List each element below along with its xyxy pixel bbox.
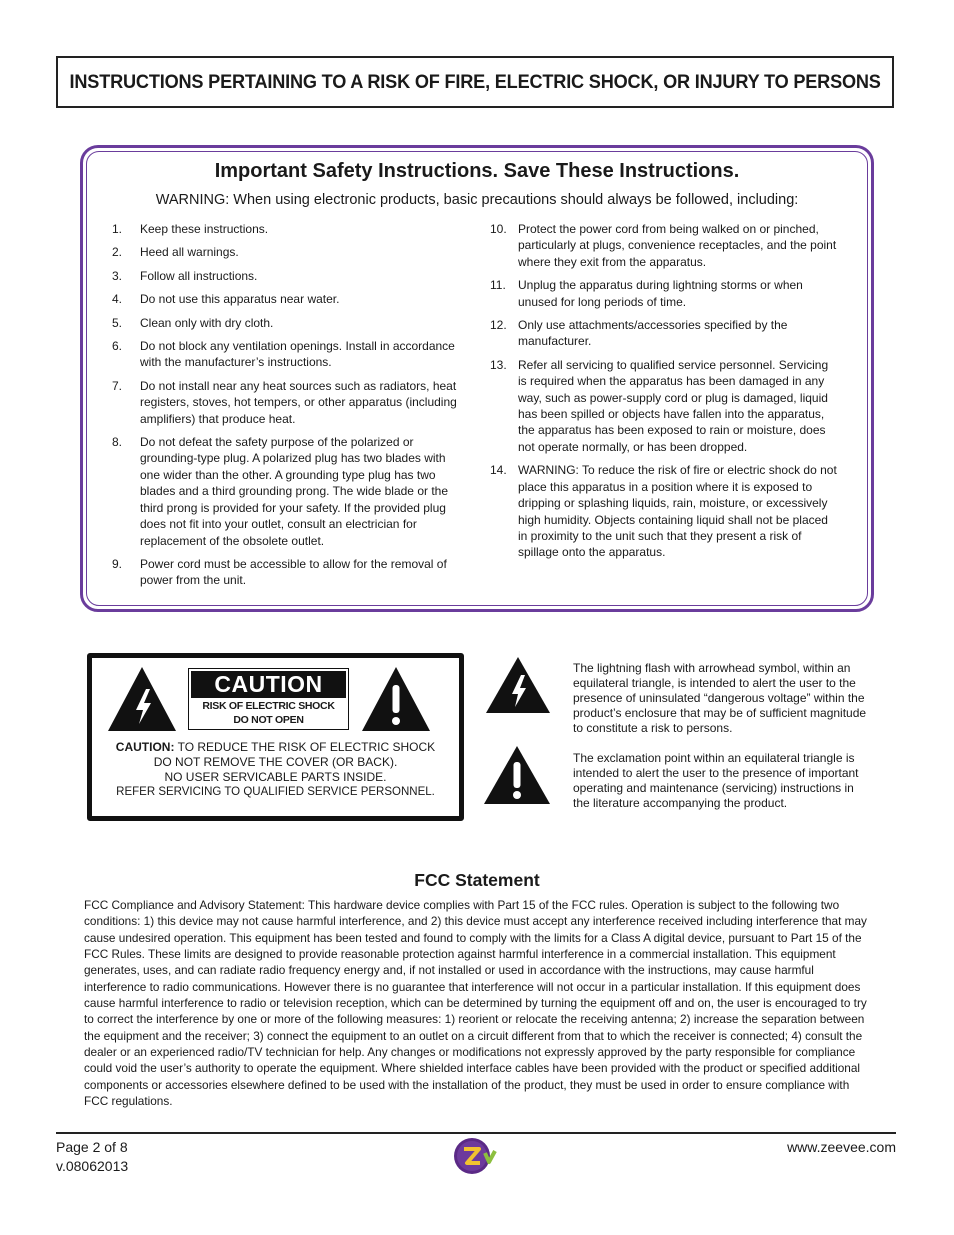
list-item [112,291,464,307]
list-item [112,315,464,331]
page-heading: INSTRUCTIONS PERTAINING TO A RISK OF FIRE, ELECTRIC SHOCK, OR INJURY TO PERSONS [69,70,881,93]
list-item [490,462,840,560]
item-number: 11. [490,278,506,293]
caution-line1: TO REDUCE THE RISK OF ELECTRIC SHOCK [174,740,436,754]
item-number: 6. [112,339,123,354]
item-text: Do not block any ventilation openings. Install in accordance with the manufacturer’s instructions. [140,339,455,370]
caution-sign [188,668,349,730]
item-number: 2. [112,245,123,260]
list-item [112,338,464,371]
caution-line2: DO NOT REMOVE THE COVER (OR BACK). [153,755,398,769]
item-number: 1. [112,222,123,236]
caution-notice-line1 [92,740,459,755]
item-number: 12. [490,318,507,333]
item-text: Heed all warnings. [140,245,239,260]
safety-list-right [490,221,840,568]
exclamation-warning-icon [360,665,432,733]
page-number: Page 2 of 8 [56,1139,128,1155]
caution-label: CAUTION: [115,740,175,754]
item-number: 7. [112,378,123,393]
caution-sign-line2: DO NOT OPEN [233,714,304,726]
lightning-symbol-icon [484,655,552,715]
item-text: Follow all instructions. [140,268,258,283]
zeevee-logo-icon [452,1136,500,1176]
caution-line4: REFER SERVICING TO QUALIFIED SERVICE PERSONNEL. [116,786,435,798]
item-number: 9. [112,556,123,571]
footer-divider [56,1132,896,1134]
item-text: Protect the power cord from being walked on or pinched, particularly at plugs, convenience receptacles, and the point where they exit from the apparatus. [518,222,837,269]
list-item [490,357,840,455]
header-box [56,56,894,108]
fcc-body: FCC Compliance and Advisory Statement: This hardware device complies with Part 15 of the FCC rules. Operation is subject to the following two conditions: 1) this device may not cause harmful interference, and 2) this device must accept any interference received including interference that may cause undesired operation. This equipment has been tested and found to comply with the limits for a Class A digital device, pursuant to Part 15 of the FCC Rules. These limits are designed to provide reasonable protection against harmful interference in a commercial installation. This equipment generates, uses, and can radiate radio frequency energy and, if not installed or used in accordance with the instructions, may cause harmful interference to radio communications. However there is no guarantee that interference will not occur in a particular installation. If this equipment does cause harmful interference to radio or television reception, which can be determined by turning the equipment off and on, the user is encouraged to try to correct the interference by one or more of the following measures: 1) reorient or relocate the receiving antenna; 2) increase the separation between the equipment and the receiver; 3) connect the equipment to an outlet on a circuit different from that to which the receiver is connected; 4) consult the dealer or an experienced radio/TV technician for help. Any changes or modifications not expressly approved by the party responsible for compliance could void the user’s authority to operate the equipment. Where shielded interface cables have been provided with the product or specified additional components or accessories elsewhere defined to be used with the installation of the product, they must be used in order to ensure compliance with FCC regulations. [84,898,867,1109]
list-item [112,244,464,260]
website-link[interactable]: www.zeevee.com [787,1139,896,1155]
item-number: 8. [112,435,123,450]
item-number: 10. [490,222,507,236]
item-number: 3. [112,268,123,283]
item-text: Do not use this apparatus near water. [140,292,340,307]
list-item [112,556,464,589]
caution-sign-line1: RISK OF ELECTRIC SHOCK [202,700,335,712]
lightning-symbol-description: The lightning flash with arrowhead symbol, within an equilateral triangle, is intended to alert the user to the presence of uninsulated “dangerous voltage” within the product’s enclosure that may be of sufficient magnitude to constitute a risk to persons. [573,661,867,735]
version-label: v.08062013 [56,1158,129,1174]
item-number: 14. [490,463,507,478]
safety-list-left [112,221,464,596]
exclamation-symbol-icon [482,744,552,806]
item-text: Only use attachments/accessories specified by the manufacturer. [518,318,788,349]
caution-notice [92,740,459,800]
item-text: Do not install near any heat sources such as radiators, heat registers, stoves, hot tempers, or other apparatus (including amplifiers) that produce heat. [140,378,457,426]
fcc-title: FCC Statement [414,870,540,890]
item-number: 13. [490,357,507,372]
item-text: Power cord must be accessible to allow for the removal of power from the unit. [140,556,447,588]
list-item [490,277,840,310]
safety-title: Important Safety Instructions. Save These Instructions. [214,160,740,182]
item-number: 5. [112,315,123,330]
item-number: 4. [112,292,123,307]
safety-warning: WARNING: When using electronic products, basic precautions should always be followed, including: [155,192,799,208]
item-text: Clean only with dry cloth. [140,315,274,330]
item-text: Do not defeat the safety purpose of the polarized or grounding-type plug. A polarized plug has two blades with one wider than the other. A grounding type plug has two blades and a third grounding prong. The wide blade or the third prong is provided for your safety. If the provided plug does not fit into your outlet, consult an electrician for replacement of the obsolete outlet. [140,435,448,548]
lightning-warning-icon [106,665,178,733]
item-text: Refer all servicing to qualified service personnel. Servicing is required when the apparatus has been damaged in any way, such as power-supply cord or plug is damaged, liquid has been spilled or objects have fallen into the apparatus, the apparatus has been exposed to rain or moisture, does not operate normally, or has been dropped. [518,357,829,454]
list-item [490,221,840,270]
list-item [112,434,464,549]
caution-sign-title: CAUTION [191,671,346,698]
item-text: Unplug the apparatus during lightning storms or when unused for long periods of time. [518,278,803,309]
list-item [112,268,464,284]
caution-line3: NO USER SERVICABLE PARTS INSIDE. [164,770,387,784]
item-text: WARNING: To reduce the risk of fire or electric shock do not place this apparatus in a position where it is exposed to dripping or splashing liquids, rain, moisture, or excessively high humidity. Objects containing liquid shall not be placed in proximity to the unit such that they present a risk of spillage onto the apparatus. [518,463,837,560]
exclamation-symbol-description: The exclamation point within an equilateral triangle is intended to alert the user to the presence of important operating and maintenance (servicing) instructions in the literature accompanying the product. [573,751,859,810]
list-item [112,221,464,237]
list-item [490,317,840,350]
list-item [112,378,464,427]
item-text: Keep these instructions. [140,222,269,236]
